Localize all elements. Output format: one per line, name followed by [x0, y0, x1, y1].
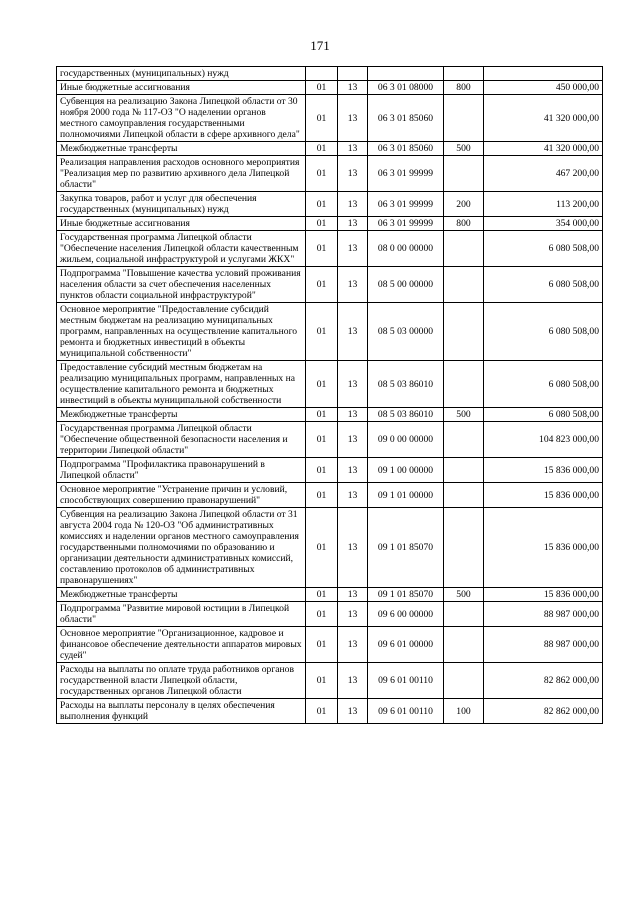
expense-type-cell: [444, 67, 484, 81]
subsection-code-cell: 13: [338, 508, 368, 588]
target-article-cell: 08 5 03 00000: [368, 303, 444, 361]
target-article-cell: 09 1 00 00000: [368, 458, 444, 483]
expense-type-cell: [444, 267, 484, 303]
item-name-cell: Подпрограмма "Повышение качества условий проживания населения области за счет обеспечения населенных пунктов области социальной инфраструктурой": [57, 267, 306, 303]
section-code-cell: 01: [306, 142, 338, 156]
item-name-cell: Расходы на выплаты по оплате труда работников органов государственной власти Липецкой области, государственных органов Липецкой области: [57, 663, 306, 699]
subsection-code-cell: 13: [338, 408, 368, 422]
expense-type-cell: [444, 602, 484, 627]
table-row: [57, 422, 603, 458]
amount-cell: 15 836 000,00: [484, 508, 603, 588]
amount-cell: 88 987 000,00: [484, 627, 603, 663]
subsection-code-cell: 13: [338, 192, 368, 217]
target-article-cell: 06 3 01 85060: [368, 95, 444, 142]
expense-type-cell: [444, 627, 484, 663]
item-name-cell: Межбюджетные трансферты: [57, 588, 306, 602]
table-row: [57, 67, 603, 81]
target-article-cell: 06 3 01 99999: [368, 217, 444, 231]
table-row: [57, 361, 603, 408]
table-row: [57, 267, 603, 303]
expense-type-cell: [444, 361, 484, 408]
section-code-cell: 01: [306, 217, 338, 231]
section-code-cell: 01: [306, 483, 338, 508]
expense-type-cell: [444, 156, 484, 192]
item-name-cell: Государственная программа Липецкой области "Обеспечение общественной безопасности населения и территории Липецкой области": [57, 422, 306, 458]
budget-table-body: [57, 67, 603, 724]
amount-cell: 467 200,00: [484, 156, 603, 192]
amount-cell: 6 080 508,00: [484, 361, 603, 408]
item-name-cell: Предоставление субсидий местным бюджетам на реализацию муниципальных программ, направленных на осуществление капитального ремонта и бюджетных инвестиций в объекты муниципальной собственности: [57, 361, 306, 408]
section-code-cell: 01: [306, 627, 338, 663]
expense-type-cell: 500: [444, 588, 484, 602]
expense-type-cell: [444, 422, 484, 458]
item-name-cell: Закупка товаров, работ и услуг для обеспечения государственных (муниципальных) нужд: [57, 192, 306, 217]
target-article-cell: 06 3 01 85060: [368, 142, 444, 156]
subsection-code-cell: 13: [338, 602, 368, 627]
amount-cell: 104 823 000,00: [484, 422, 603, 458]
amount-cell: 15 836 000,00: [484, 588, 603, 602]
amount-cell: 6 080 508,00: [484, 267, 603, 303]
section-code-cell: 01: [306, 303, 338, 361]
item-name-cell: Основное мероприятие "Предоставление субсидий местным бюджетам на реализацию муниципальных программ, направленных на осуществление капитального ремонта и бюджетных инвестиций в объекты муниципальной собственности": [57, 303, 306, 361]
section-code-cell: 01: [306, 602, 338, 627]
item-name-cell: Подпрограмма "Развитие мировой юстиции в Липецкой области": [57, 602, 306, 627]
table-row: [57, 408, 603, 422]
item-name-cell: Реализация направления расходов основного мероприятия "Реализация мер по развитию архивного дела Липецкой области": [57, 156, 306, 192]
expense-type-cell: [444, 303, 484, 361]
amount-cell: 82 862 000,00: [484, 663, 603, 699]
expense-type-cell: [444, 458, 484, 483]
section-code-cell: 01: [306, 156, 338, 192]
expense-type-cell: 500: [444, 408, 484, 422]
section-code-cell: 01: [306, 95, 338, 142]
table-row: [57, 95, 603, 142]
subsection-code-cell: 13: [338, 217, 368, 231]
amount-cell: 6 080 508,00: [484, 303, 603, 361]
section-code-cell: 01: [306, 192, 338, 217]
item-name-cell: Государственная программа Липецкой области "Обеспечение населения Липецкой области качественным жильем, социальной инфраструктурой и услугами ЖКХ": [57, 231, 306, 267]
section-code-cell: 01: [306, 699, 338, 724]
expense-type-cell: [444, 663, 484, 699]
section-code-cell: 01: [306, 458, 338, 483]
section-code-cell: 01: [306, 361, 338, 408]
item-name-cell: Субвенция на реализацию Закона Липецкой области от 30 ноября 2000 года № 117-ОЗ "О наделении органов местного самоуправления государственными полномочиями Липецкой области в сфере архивного дела": [57, 95, 306, 142]
target-article-cell: 09 6 01 00110: [368, 699, 444, 724]
subsection-code-cell: 13: [338, 81, 368, 95]
amount-cell: 15 836 000,00: [484, 458, 603, 483]
table-row: [57, 303, 603, 361]
section-code-cell: 01: [306, 408, 338, 422]
expense-type-cell: [444, 483, 484, 508]
item-name-cell: Основное мероприятие "Организационное, кадровое и финансовое обеспечение деятельности аппаратов мировых судей": [57, 627, 306, 663]
section-code-cell: 01: [306, 81, 338, 95]
target-article-cell: 08 5 03 86010: [368, 408, 444, 422]
section-code-cell: [306, 67, 338, 81]
table-row: [57, 699, 603, 724]
target-article-cell: 08 5 00 00000: [368, 267, 444, 303]
subsection-code-cell: 13: [338, 142, 368, 156]
subsection-code-cell: 13: [338, 588, 368, 602]
item-name-cell: Межбюджетные трансферты: [57, 142, 306, 156]
amount-cell: 41 320 000,00: [484, 142, 603, 156]
amount-cell: 6 080 508,00: [484, 408, 603, 422]
target-article-cell: 06 3 01 99999: [368, 192, 444, 217]
amount-cell: 113 200,00: [484, 192, 603, 217]
subsection-code-cell: 13: [338, 483, 368, 508]
subsection-code-cell: 13: [338, 422, 368, 458]
section-code-cell: 01: [306, 508, 338, 588]
amount-cell: 15 836 000,00: [484, 483, 603, 508]
expense-type-cell: 800: [444, 217, 484, 231]
item-name-cell: Иные бюджетные ассигнования: [57, 81, 306, 95]
target-article-cell: 06 3 01 99999: [368, 156, 444, 192]
target-article-cell: 09 1 01 00000: [368, 483, 444, 508]
target-article-cell: 09 6 01 00110: [368, 663, 444, 699]
table-row: [57, 81, 603, 95]
budget-table: [56, 66, 603, 724]
section-code-cell: 01: [306, 231, 338, 267]
subsection-code-cell: 13: [338, 663, 368, 699]
table-row: [57, 627, 603, 663]
amount-cell: 82 862 000,00: [484, 699, 603, 724]
amount-cell: [484, 67, 603, 81]
target-article-cell: [368, 67, 444, 81]
subsection-code-cell: 13: [338, 95, 368, 142]
target-article-cell: 09 6 00 00000: [368, 602, 444, 627]
target-article-cell: 08 0 00 00000: [368, 231, 444, 267]
item-name-cell: Субвенция на реализацию Закона Липецкой области от 31 августа 2004 года № 120-ОЗ "Об административных комиссиях и наделении органов местного самоуправления государственными полномочиями по образованию и организации деятельности административных комиссий, составлению протоколов об административных правонарушениях": [57, 508, 306, 588]
target-article-cell: 09 6 01 00000: [368, 627, 444, 663]
expense-type-cell: [444, 231, 484, 267]
target-article-cell: 09 1 01 85070: [368, 588, 444, 602]
item-name-cell: Иные бюджетные ассигнования: [57, 217, 306, 231]
amount-cell: 41 320 000,00: [484, 95, 603, 142]
section-code-cell: 01: [306, 422, 338, 458]
table-row: [57, 663, 603, 699]
table-row: [57, 483, 603, 508]
expense-type-cell: 500: [444, 142, 484, 156]
table-row: [57, 458, 603, 483]
table-row: [57, 156, 603, 192]
amount-cell: 6 080 508,00: [484, 231, 603, 267]
subsection-code-cell: 13: [338, 267, 368, 303]
table-row: [57, 231, 603, 267]
table-row: [57, 192, 603, 217]
expense-type-cell: 100: [444, 699, 484, 724]
target-article-cell: 06 3 01 08000: [368, 81, 444, 95]
subsection-code-cell: 13: [338, 303, 368, 361]
section-code-cell: 01: [306, 588, 338, 602]
target-article-cell: 08 5 03 86010: [368, 361, 444, 408]
page-number: 171: [310, 38, 330, 53]
subsection-code-cell: 13: [338, 156, 368, 192]
item-name-cell: Основное мероприятие "Устранение причин и условий, способствующих совершению правонарушений": [57, 483, 306, 508]
item-name-cell: Подпрограмма "Профилактика правонарушений в Липецкой области": [57, 458, 306, 483]
expense-type-cell: [444, 508, 484, 588]
item-name-cell: государственных (муниципальных) нужд: [57, 67, 306, 81]
subsection-code-cell: 13: [338, 699, 368, 724]
item-name-cell: Расходы на выплаты персоналу в целях обеспечения выполнения функций: [57, 699, 306, 724]
amount-cell: 354 000,00: [484, 217, 603, 231]
target-article-cell: 09 1 01 85070: [368, 508, 444, 588]
table-row: [57, 142, 603, 156]
amount-cell: 88 987 000,00: [484, 602, 603, 627]
section-code-cell: 01: [306, 663, 338, 699]
subsection-code-cell: 13: [338, 627, 368, 663]
amount-cell: 450 000,00: [484, 81, 603, 95]
subsection-code-cell: 13: [338, 361, 368, 408]
expense-type-cell: 800: [444, 81, 484, 95]
subsection-code-cell: [338, 67, 368, 81]
table-row: [57, 602, 603, 627]
expense-type-cell: [444, 95, 484, 142]
subsection-code-cell: 13: [338, 231, 368, 267]
table-row: [57, 588, 603, 602]
item-name-cell: Межбюджетные трансферты: [57, 408, 306, 422]
table-row: [57, 508, 603, 588]
target-article-cell: 09 0 00 00000: [368, 422, 444, 458]
section-code-cell: 01: [306, 267, 338, 303]
table-row: [57, 217, 603, 231]
expense-type-cell: 200: [444, 192, 484, 217]
subsection-code-cell: 13: [338, 458, 368, 483]
